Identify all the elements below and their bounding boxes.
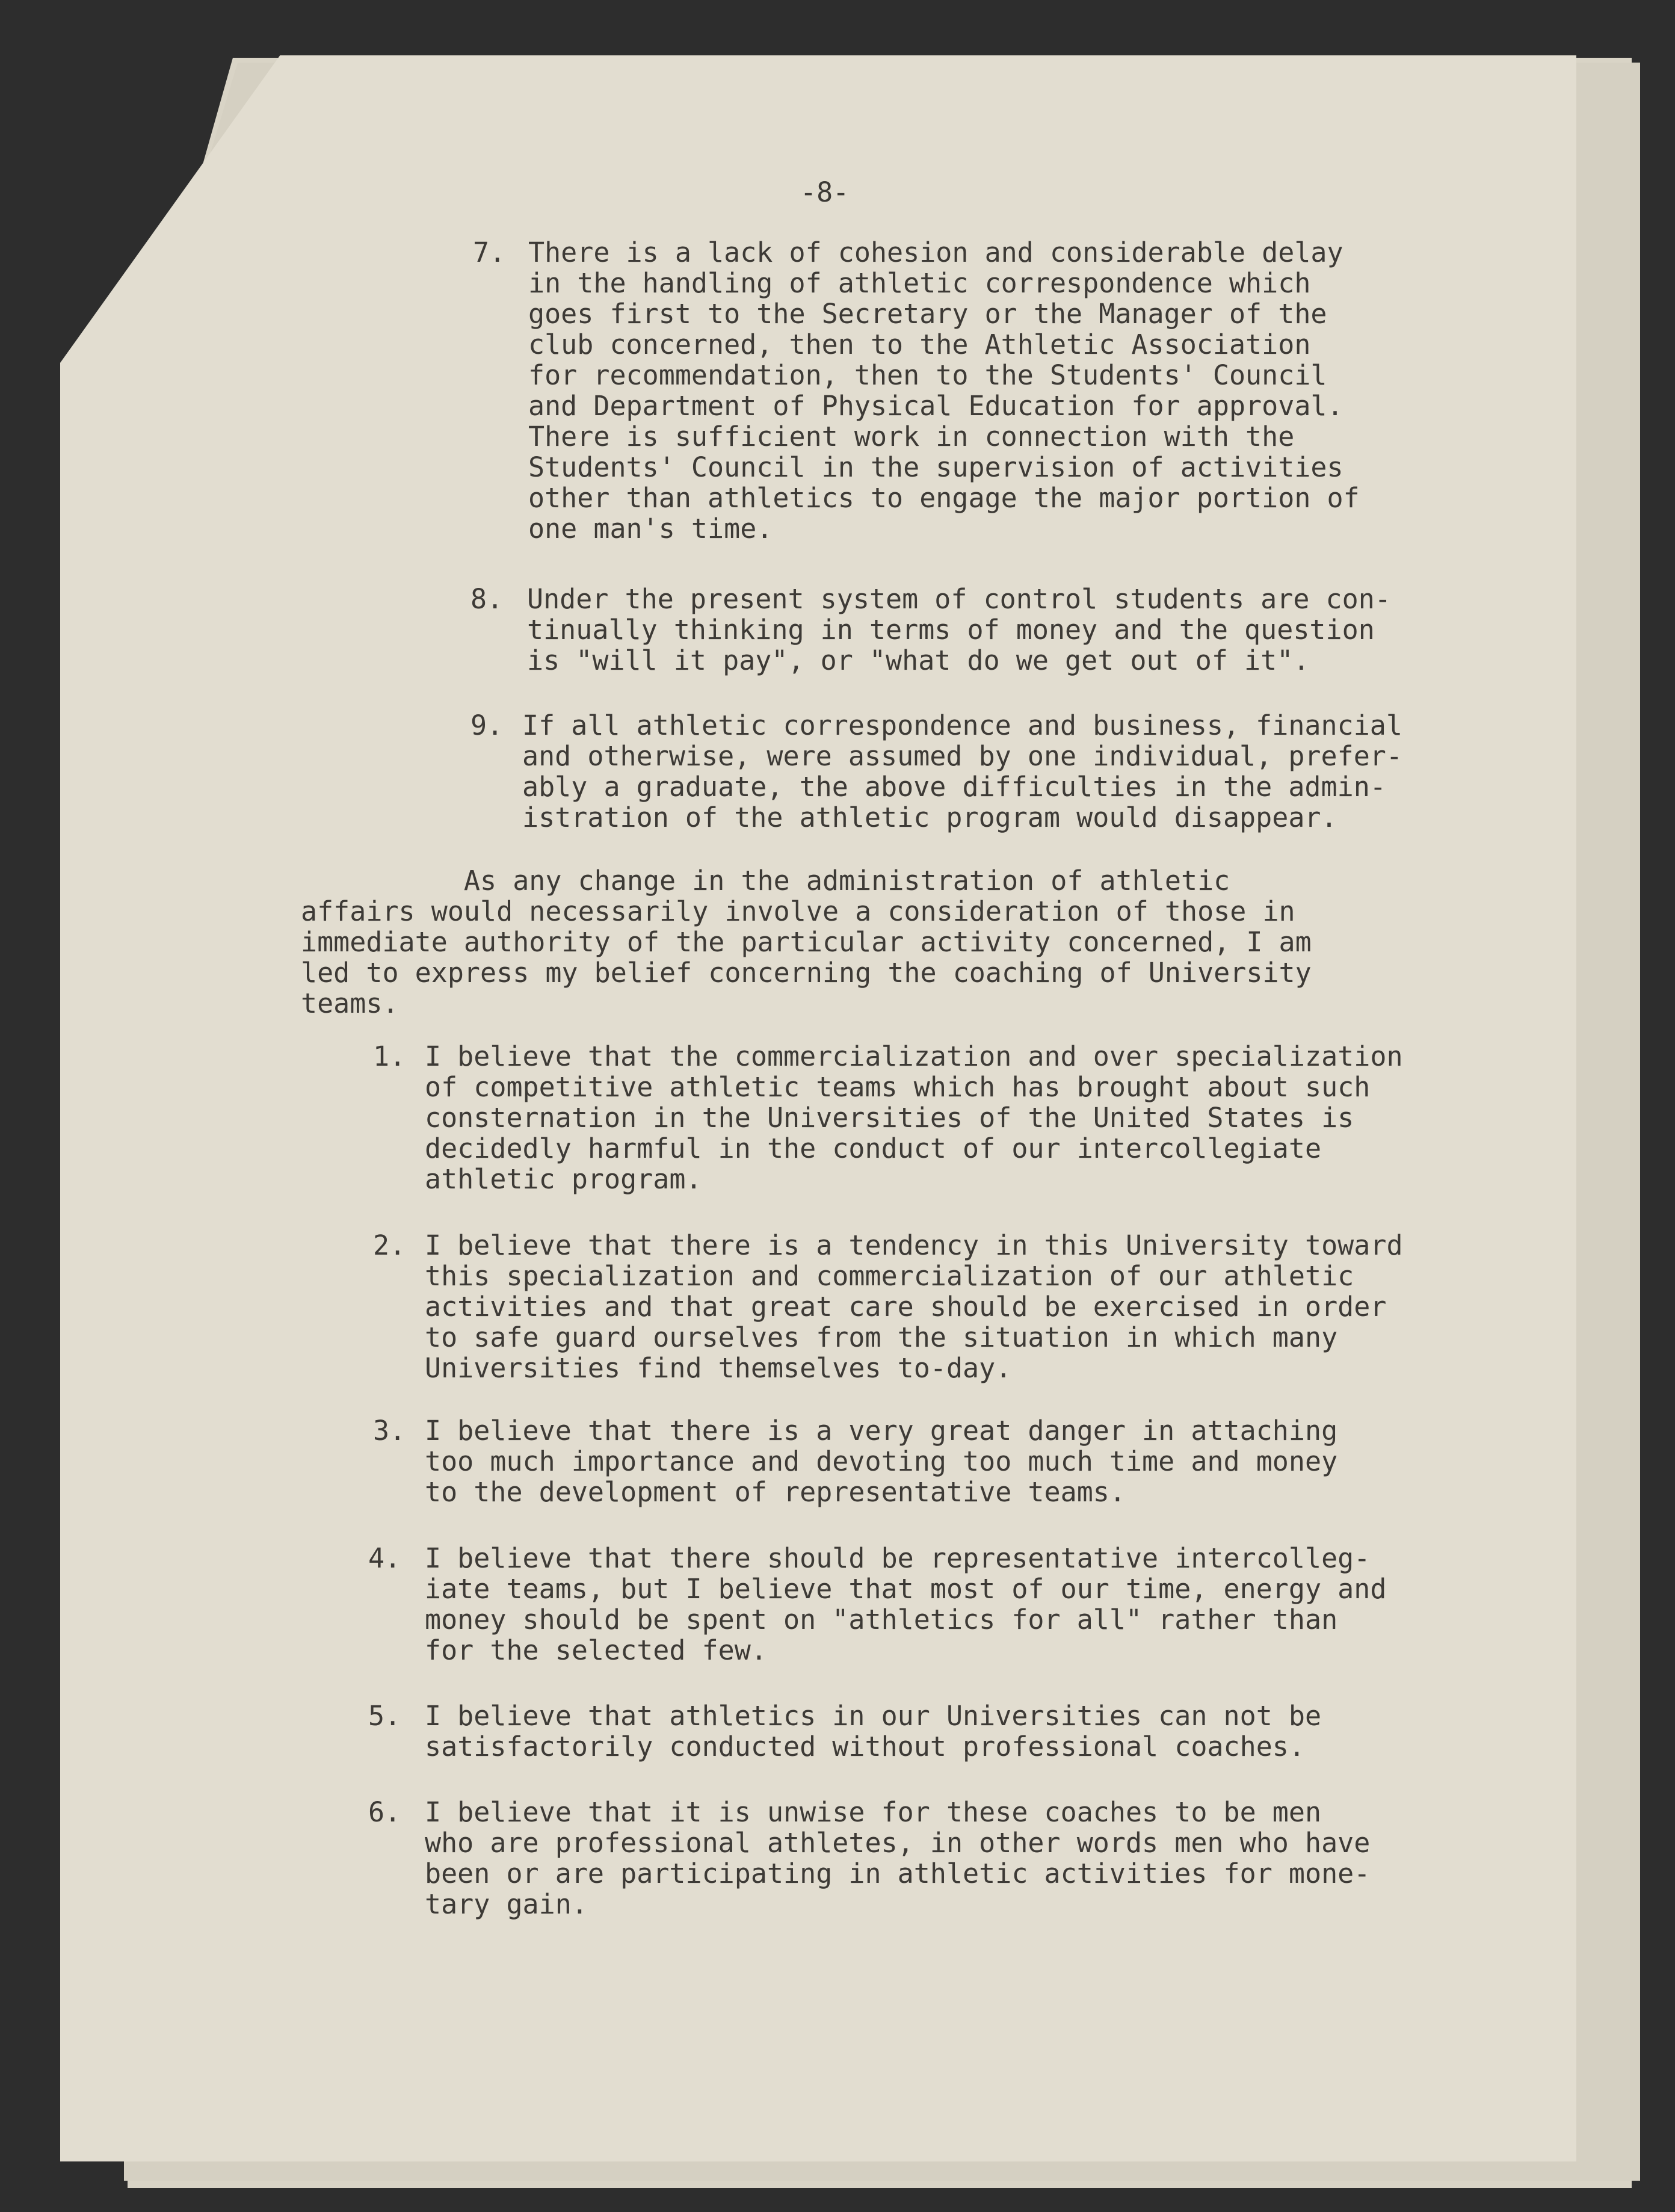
item-text: I believe that it is unwise for these coaches to be men who are professional athletes, in other words men who have been or are participating in athletic activities for mone- tary gain. — [425, 1796, 1371, 1920]
item-number: 2. — [373, 1229, 406, 1261]
item-number: 8. — [470, 583, 504, 615]
item-text: Under the present system of control students are con- tinually thinking in terms of money and the question is "will it pay", or "what do we get out of it". — [527, 583, 1391, 676]
item-number: 1. — [373, 1040, 406, 1072]
item-text: There is a lack of cohesion and considerable delay in the handling of athletic correspondence which goes first to the Secretary or the Manager of the club concerned, then to the Athletic Association for recommendation, then to the Students' Council and Department of Physical Education for approval. There is sufficient work in connection with the Students' Council in the supervision of activities other than athletics to engage the major portion of one man's time. — [528, 236, 1360, 545]
item-text: I believe that there should be representative intercolleg- iate teams, but I believe that most of our time, energy and money should be spent on "athletics for all" rather than for the selected few. — [425, 1542, 1387, 1666]
item-number: 9. — [470, 709, 504, 741]
page-number: -8- — [800, 176, 850, 208]
item-number: 3. — [373, 1415, 406, 1447]
item-number: 7. — [473, 236, 506, 268]
item-number: 5. — [368, 1700, 401, 1732]
item-text: I believe that there is a tendency in this University toward this specialization and commercialization of our athletic activities and that great care should be exercised in order to safe guard ourselves from the situation in which many Universities find themselves to-day. — [425, 1229, 1403, 1384]
item-text: I believe that athletics in our Universities can not be satisfactorily conducted without professional coaches. — [425, 1700, 1322, 1762]
item-text: I believe that the commercialization and over specialization of competitive athletic teams which has brought about such consternation in the Universities of the United States is decidedly harmful in the conduct of our intercollegiate athletic program. — [425, 1040, 1403, 1195]
item-text: I believe that there is a very great danger in attaching too much importance and devoting too much time and money to the development of representative teams. — [425, 1415, 1338, 1508]
item-text: If all athletic correspondence and business, financial and otherwise, were assumed by one individual, prefer- ably a graduate, the above difficulties in the admin- istration of the athletic program would disappear. — [522, 709, 1402, 833]
item-number: 6. — [368, 1796, 401, 1828]
intro-paragraph: As any change in the administration of athletic affairs would necessarily involve a consideration of those in immediate authority of the particular activity concerned, I am led to express my belief concerning the coaching of University teams. — [301, 865, 1312, 1019]
item-number: 4. — [368, 1542, 401, 1574]
